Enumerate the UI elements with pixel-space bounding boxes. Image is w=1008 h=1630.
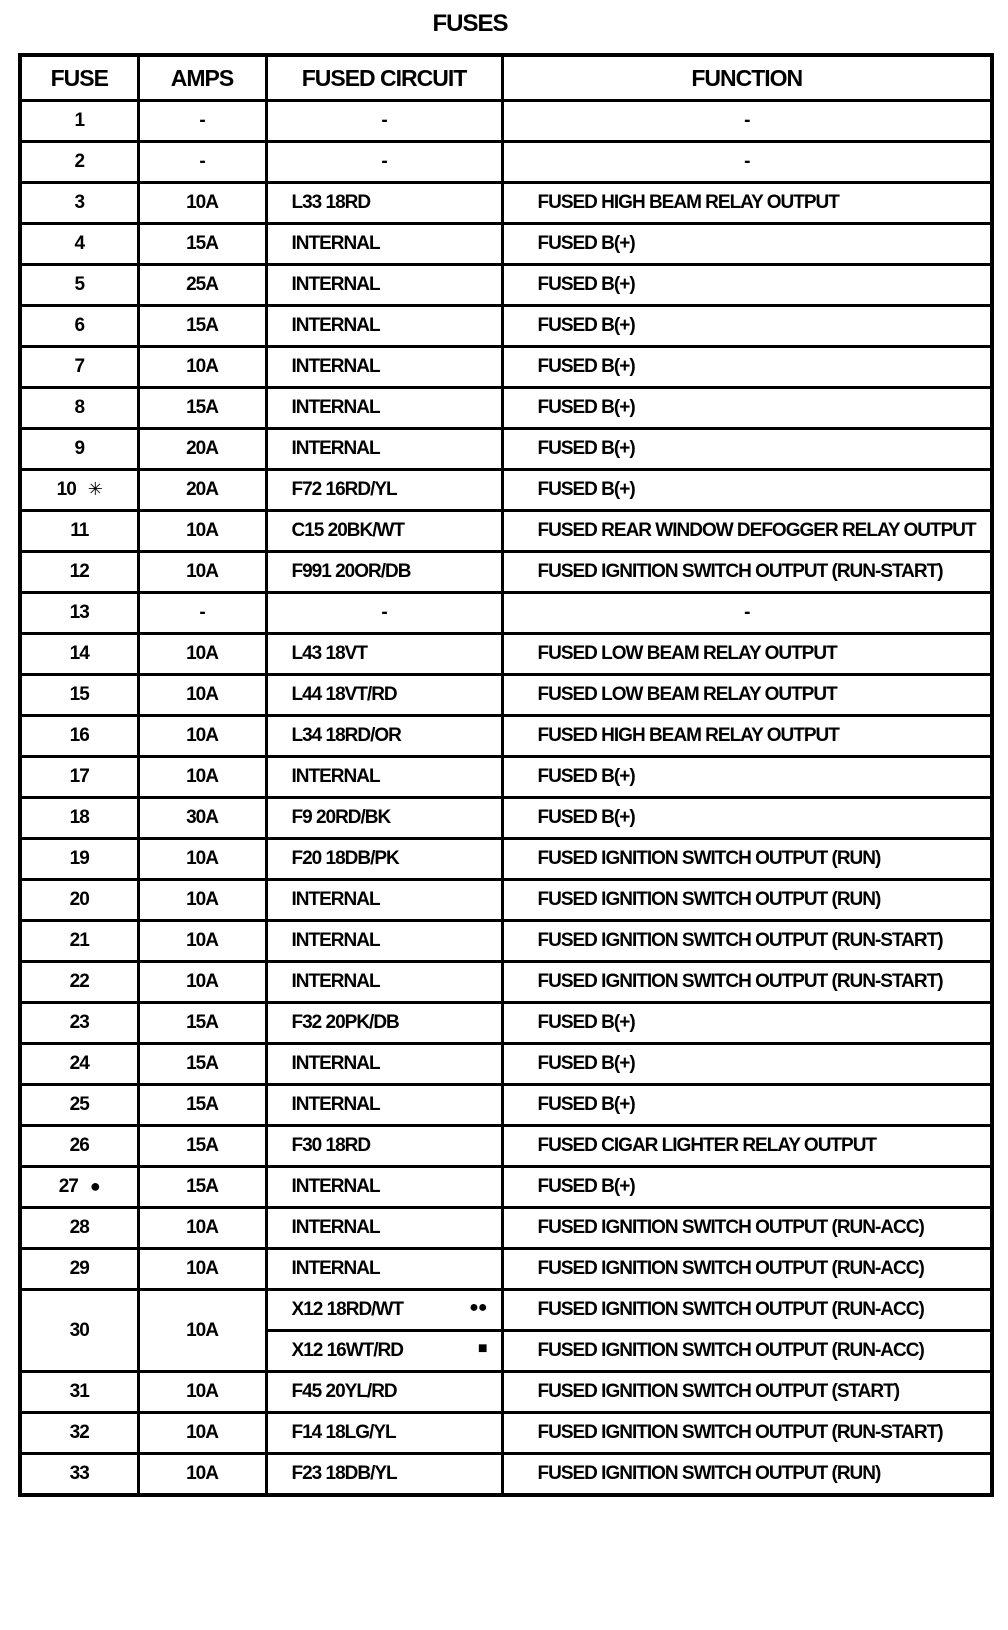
fuse-cell (20, 142, 138, 183)
table-row (20, 634, 992, 675)
fuse-cell (20, 1126, 138, 1167)
function-cell: FUSED LOW BEAM RELAY OUTPUT (502, 634, 992, 675)
amps-cell: - (138, 101, 266, 142)
fuse-cell (20, 101, 138, 142)
fuse-cell (20, 675, 138, 716)
fuse-number: 21 (69, 930, 89, 951)
fuse-number: 8 (74, 397, 85, 418)
fuse-cell (20, 306, 138, 347)
fuse-cell (20, 388, 138, 429)
table-row (20, 757, 992, 798)
table-row (20, 962, 992, 1003)
circuit-cell: - (266, 593, 502, 634)
fuse-number: 27 (58, 1176, 78, 1197)
circuit-cell: INTERNAL (266, 1249, 502, 1290)
amps-cell: 10A (138, 880, 266, 921)
fuse-cell (20, 265, 138, 306)
header-function: FUNCTION (502, 55, 992, 101)
fuse-number: 6 (74, 315, 85, 336)
header-fused-circuit: FUSED CIRCUIT (266, 55, 502, 101)
fuse-marker: ● (89, 1176, 100, 1196)
table-row (20, 142, 992, 183)
circuit-cell: INTERNAL (266, 347, 502, 388)
function-cell: FUSED IGNITION SWITCH OUTPUT (RUN-START) (502, 962, 992, 1003)
fuse-marker: ✳ (87, 479, 102, 499)
amps-cell: 10A (138, 1290, 266, 1372)
table-row (20, 347, 992, 388)
amps-cell: 30A (138, 798, 266, 839)
fuse-number: 18 (69, 807, 89, 828)
table-row (20, 183, 992, 224)
fuse-number: 14 (69, 643, 89, 664)
circuit-cell: F32 20PK/DB (266, 1003, 502, 1044)
amps-cell: - (138, 593, 266, 634)
fuse-cell (20, 347, 138, 388)
function-cell: FUSED IGNITION SWITCH OUTPUT (RUN-ACC) (502, 1249, 992, 1290)
function-cell: FUSED REAR WINDOW DEFOGGER RELAY OUTPUT (502, 511, 992, 552)
function-cell: FUSED B(+) (502, 306, 992, 347)
function-cell: FUSED B(+) (502, 347, 992, 388)
circuit-cell: INTERNAL (266, 757, 502, 798)
amps-cell: 10A (138, 675, 266, 716)
fuse-number: 3 (74, 192, 85, 213)
fuse-number: 19 (69, 848, 89, 869)
circuit-cell (266, 1290, 502, 1331)
function-cell: FUSED IGNITION SWITCH OUTPUT (RUN-START) (502, 552, 992, 593)
fuse-number: 10 (56, 479, 76, 500)
table-row (20, 921, 992, 962)
circuit-cell: INTERNAL (266, 962, 502, 1003)
fuse-cell: 30 (20, 1290, 138, 1372)
function-cell: FUSED IGNITION SWITCH OUTPUT (RUN-START) (502, 1413, 992, 1454)
table-row (20, 839, 992, 880)
double-dot-marker: ●● (469, 1299, 487, 1316)
circuit-cell: L44 18VT/RD (266, 675, 502, 716)
header-amps: AMPS (138, 55, 266, 101)
circuit-cell: F23 18DB/YL (266, 1454, 502, 1496)
function-cell: FUSED B(+) (502, 429, 992, 470)
amps-cell: 10A (138, 1249, 266, 1290)
fuse-number: 12 (69, 561, 89, 582)
function-cell: FUSED IGNITION SWITCH OUTPUT (START) (502, 1372, 992, 1413)
fuse-cell (20, 1003, 138, 1044)
circuit-cell: F14 18LG/YL (266, 1413, 502, 1454)
fuse-number: 23 (69, 1012, 89, 1033)
table-row (20, 470, 992, 511)
amps-cell: 10A (138, 716, 266, 757)
amps-cell: 10A (138, 1372, 266, 1413)
circuit-cell: INTERNAL (266, 306, 502, 347)
fuse-cell (20, 1413, 138, 1454)
function-cell: FUSED IGNITION SWITCH OUTPUT (RUN-START) (502, 921, 992, 962)
function-cell: FUSED IGNITION SWITCH OUTPUT (RUN-ACC) (502, 1331, 992, 1372)
amps-cell: 20A (138, 429, 266, 470)
circuit-text: X12 18RD/WT (291, 1299, 403, 1320)
fuse-number: 32 (69, 1422, 89, 1443)
circuit-cell (266, 1331, 502, 1372)
function-cell: FUSED IGNITION SWITCH OUTPUT (RUN-ACC) (502, 1290, 992, 1331)
table-row (20, 1372, 992, 1413)
fuse-number: 16 (69, 725, 89, 746)
circuit-cell: F20 18DB/PK (266, 839, 502, 880)
fuse-cell (20, 962, 138, 1003)
fuse-number: 4 (74, 233, 85, 254)
function-cell: - (502, 101, 992, 142)
table-row (20, 593, 992, 634)
fuse-number: 31 (69, 1381, 89, 1402)
circuit-cell: F991 20OR/DB (266, 552, 502, 593)
function-cell: FUSED HIGH BEAM RELAY OUTPUT (502, 183, 992, 224)
amps-cell: 10A (138, 1454, 266, 1496)
function-cell: FUSED IGNITION SWITCH OUTPUT (RUN) (502, 839, 992, 880)
amps-cell: 10A (138, 511, 266, 552)
circuit-cell: L43 18VT (266, 634, 502, 675)
function-cell: FUSED B(+) (502, 1085, 992, 1126)
fuse-number: 33 (69, 1463, 89, 1484)
table-row (20, 429, 992, 470)
table-row (20, 1290, 992, 1331)
fuse-cell (20, 634, 138, 675)
fuse-number: 7 (74, 356, 85, 377)
fuse-cell (20, 552, 138, 593)
circuit-cell: - (266, 142, 502, 183)
fuse-cell (20, 880, 138, 921)
fuse-number: 25 (69, 1094, 89, 1115)
fuse-number: 29 (69, 1258, 89, 1279)
circuit-text: X12 16WT/RD (291, 1340, 403, 1361)
fuse-number: 15 (69, 684, 89, 705)
circuit-cell: F45 20YL/RD (266, 1372, 502, 1413)
amps-cell: 10A (138, 757, 266, 798)
function-cell: FUSED CIGAR LIGHTER RELAY OUTPUT (502, 1126, 992, 1167)
fuse-cell (20, 1372, 138, 1413)
fuse-number: 5 (74, 274, 85, 295)
table-row (20, 1413, 992, 1454)
table-row (20, 552, 992, 593)
table-row (20, 1085, 992, 1126)
amps-cell: - (138, 142, 266, 183)
function-cell: FUSED HIGH BEAM RELAY OUTPUT (502, 716, 992, 757)
fuse-number: 28 (69, 1217, 89, 1238)
circuit-cell: INTERNAL (266, 880, 502, 921)
fuse-cell (20, 1085, 138, 1126)
function-cell: FUSED B(+) (502, 1003, 992, 1044)
table-row (20, 511, 992, 552)
function-cell: FUSED B(+) (502, 798, 992, 839)
header-fuse: FUSE (20, 55, 138, 101)
fuse-cell (20, 470, 138, 511)
function-cell: FUSED B(+) (502, 388, 992, 429)
circuit-cell: INTERNAL (266, 388, 502, 429)
fuse-cell (20, 511, 138, 552)
header-row (20, 55, 992, 101)
function-cell: FUSED B(+) (502, 1044, 992, 1085)
fuse-cell (20, 183, 138, 224)
table-row (20, 716, 992, 757)
function-cell: FUSED B(+) (502, 757, 992, 798)
fuse-cell (20, 921, 138, 962)
function-cell: - (502, 593, 992, 634)
circuit-cell: - (266, 101, 502, 142)
fuse-cell (20, 1249, 138, 1290)
square-marker: ■ (477, 1340, 487, 1357)
amps-cell: 15A (138, 1044, 266, 1085)
circuit-cell: INTERNAL (266, 1208, 502, 1249)
fuse-cell (20, 1044, 138, 1085)
circuit-cell: INTERNAL (266, 265, 502, 306)
fuse-cell (20, 593, 138, 634)
fuse-cell (20, 798, 138, 839)
function-cell: FUSED B(+) (502, 1167, 992, 1208)
circuit-cell: INTERNAL (266, 224, 502, 265)
circuit-cell: INTERNAL (266, 1085, 502, 1126)
amps-cell: 10A (138, 839, 266, 880)
amps-cell: 15A (138, 1085, 266, 1126)
fuse-cell (20, 757, 138, 798)
fuse-number: 24 (69, 1053, 89, 1074)
table-row (20, 798, 992, 839)
table-row (20, 1044, 992, 1085)
fuse-cell (20, 1167, 138, 1208)
fuse-number: 9 (74, 438, 85, 459)
amps-cell: 10A (138, 634, 266, 675)
fuse-cell (20, 1454, 138, 1496)
table-row (20, 388, 992, 429)
fuse-cell (20, 839, 138, 880)
amps-cell: 15A (138, 1167, 266, 1208)
amps-cell: 15A (138, 224, 266, 265)
fuse-cell (20, 716, 138, 757)
fuse-cell (20, 1208, 138, 1249)
table-row (20, 1126, 992, 1167)
fuse-number: 17 (69, 766, 89, 787)
amps-cell: 20A (138, 470, 266, 511)
amps-cell: 15A (138, 1003, 266, 1044)
function-cell: FUSED LOW BEAM RELAY OUTPUT (502, 675, 992, 716)
function-cell: FUSED IGNITION SWITCH OUTPUT (RUN) (502, 1454, 992, 1496)
function-cell: FUSED IGNITION SWITCH OUTPUT (RUN) (502, 880, 992, 921)
fuse-number: 11 (70, 520, 89, 541)
amps-cell: 10A (138, 183, 266, 224)
amps-cell: 25A (138, 265, 266, 306)
table-row (20, 306, 992, 347)
table-row (20, 675, 992, 716)
fuse-number: 20 (69, 889, 89, 910)
amps-cell: 10A (138, 347, 266, 388)
fuse-number: 22 (69, 971, 89, 992)
table-row (20, 1208, 992, 1249)
fuse-cell (20, 224, 138, 265)
amps-cell: 10A (138, 921, 266, 962)
fuse-number: 1 (74, 110, 85, 131)
page-title: FUSES (432, 10, 508, 37)
table-row (20, 880, 992, 921)
function-cell: FUSED B(+) (502, 224, 992, 265)
amps-cell: 10A (138, 962, 266, 1003)
amps-cell: 15A (138, 1126, 266, 1167)
function-cell: FUSED B(+) (502, 265, 992, 306)
circuit-cell: C15 20BK/WT (266, 511, 502, 552)
amps-cell: 15A (138, 388, 266, 429)
amps-cell: 15A (138, 306, 266, 347)
table-row (20, 1454, 992, 1496)
circuit-cell: F30 18RD (266, 1126, 502, 1167)
table-row (20, 265, 992, 306)
circuit-cell: INTERNAL (266, 1167, 502, 1208)
amps-cell: 10A (138, 1208, 266, 1249)
function-cell: - (502, 142, 992, 183)
fuse-number: 2 (74, 151, 85, 172)
fuse-number: 13 (69, 602, 89, 623)
table-row (20, 224, 992, 265)
table-row (20, 1167, 992, 1208)
amps-cell: 10A (138, 552, 266, 593)
circuit-cell: INTERNAL (266, 921, 502, 962)
fuse-cell (20, 429, 138, 470)
fuse-number: 26 (69, 1135, 89, 1156)
circuit-cell: INTERNAL (266, 1044, 502, 1085)
amps-cell: 10A (138, 1413, 266, 1454)
function-cell: FUSED IGNITION SWITCH OUTPUT (RUN-ACC) (502, 1208, 992, 1249)
fuse-table (18, 53, 994, 1497)
circuit-cell: INTERNAL (266, 429, 502, 470)
table-row (20, 1249, 992, 1290)
circuit-cell: F72 16RD/YL (266, 470, 502, 511)
function-cell: FUSED B(+) (502, 470, 992, 511)
table-row (20, 101, 992, 142)
circuit-cell: F9 20RD/BK (266, 798, 502, 839)
table-row (20, 1003, 992, 1044)
circuit-cell: L34 18RD/OR (266, 716, 502, 757)
circuit-cell: L33 18RD (266, 183, 502, 224)
